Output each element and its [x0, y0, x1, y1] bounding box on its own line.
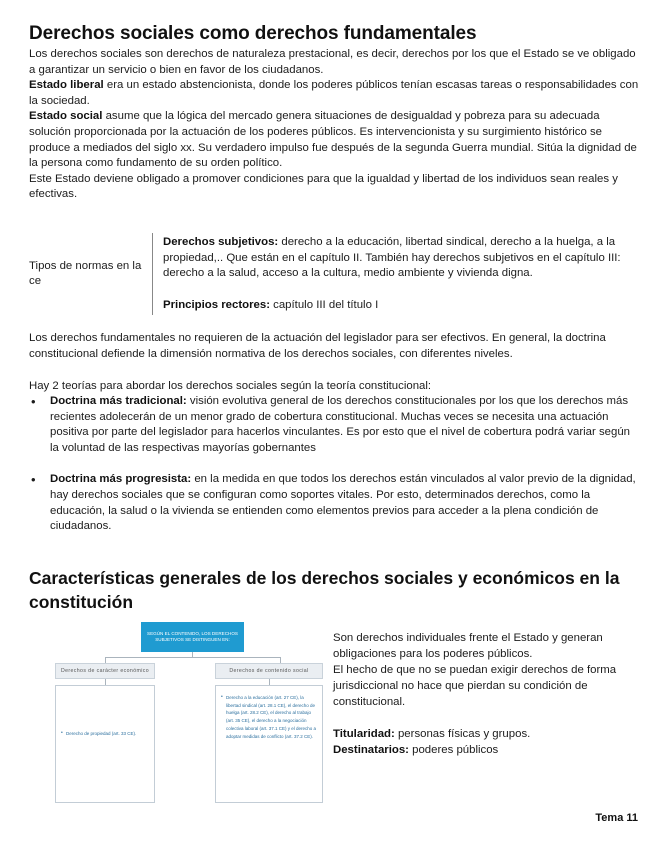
doctrina-text: en la medida en que todos los derechos están vinculados al valor previo de la dignidad, hay derechos sociales que se configuran como soportes vitales. Por esto, determinados derechos, como la educación, la salud o la vivienda se entienden como elementos previos para acceder a la plena condición de ciudadanos.: [50, 473, 636, 533]
section-title: Características generales de los derechos sociales y económicos en la constitución: [29, 567, 620, 612]
estado-social-label: Estado social: [29, 110, 103, 123]
doctrinas-list: [29, 394, 639, 535]
diagram-detail-item: • Derecho a la educación (art. 27 CE), la libertad sindical (art. 28.1 CE), el derecho de huelga (art. 28.2 CE), el derecho al trabajo (art. 35 CE), el derecho a la negociación colectiva laboral (art. 37.1 CE) y el derecho a adoptar medidas de conflicto (art. 37.2 CE).: [220, 694, 318, 741]
destinatarios-text: poderes públicos: [408, 743, 499, 756]
list-item: [29, 394, 639, 456]
principios-rectores-label: Principios rectores:: [163, 298, 270, 311]
titularidad-entry: [333, 726, 643, 742]
norms-table-content: [152, 233, 633, 315]
estado-liberal-text: era un estado abstencionista, donde los poderes públicos tenían escasas tareas o responsabilidades con la sociedad.: [29, 79, 639, 107]
characteristics-section: [29, 622, 639, 822]
derechos-subjetivos-label: Derechos subjetivos:: [163, 235, 279, 248]
norms-table: [29, 233, 639, 315]
list-item: [29, 472, 639, 534]
estado-social-text: asume que la lógica del mercado genera situaciones de desigualdad y pobreza para su adecuada solución proporcionada por la actuación de los poderes públicos. Es intervencionista y su surgimiento histórico se produce a mediados del siglo xx. Su verdadero impulso fue después de la segunda Guerra mundial. Sitúa la dignidad de la persona como fundamento de su orden político.: [29, 110, 637, 170]
destinatarios-entry: [333, 742, 643, 758]
destinatarios-label: Destinatarios:: [333, 743, 409, 756]
page-footer-topic: Tema 11: [595, 812, 638, 824]
diagram-connector: [105, 657, 280, 658]
principios-rectores-entry: [163, 298, 633, 314]
doctrina-text: visión evolutiva general de los derechos constitucionales por los que los derechos más recientes adolecerán de un menor grado de cobertura constitucional. Muchas veces se necesita una actuación positiva por parte del legislador para hacerlos vinculantes. Es por esto que el nivel de cobertura podrá variar según la voluntad de las respectivas mayorías gobernantes: [50, 395, 630, 454]
doctrina-label: Doctrina más progresista:: [50, 473, 192, 486]
diagram-detail-social: [215, 685, 323, 803]
diagram-category-economic: Derechos de carácter económico: [55, 663, 155, 679]
norms-table-label: Tipos de normas en la ce: [29, 259, 142, 288]
document-page: [29, 22, 639, 822]
titularidad-text: personas físicas y grupos.: [394, 727, 531, 740]
titularidad-label: Titularidad:: [333, 727, 395, 740]
intro-section: [29, 47, 639, 203]
page-title: Derechos sociales como derechos fundamentales: [29, 23, 477, 44]
derechos-subjetivos-entry: [163, 235, 633, 282]
estado-liberal-label: Estado liberal: [29, 79, 104, 92]
estado-social-paragraph: [29, 109, 639, 171]
rights-diagram: [53, 622, 327, 808]
fundamentales-paragraph: Los derechos fundamentales no requieren de la actuación del legislador para ser efectivos. En general, la doctrina constitucional defiende la dimensión normativa de los derechos sociales, con diferentes niveles.: [29, 332, 606, 360]
estado-liberal-paragraph: [29, 78, 639, 109]
estado-obligado-paragraph: Este Estado deviene obligado a promover condiciones para que la igualdad y libertad de los individuos sean reales y efectivas.: [29, 172, 618, 201]
characteristics-paragraph: El hecho de que no se puedan exigir derechos de forma jurisdiccional no hace que pierdan su condición de constitucional.: [333, 663, 617, 708]
diagram-detail-economic: [55, 685, 155, 803]
characteristics-text: [333, 630, 643, 758]
diagram-category-social: Derechos de contenido social: [215, 663, 323, 679]
teorias-intro: Hay 2 teorías para abordar los derechos sociales según la teoría constitucional:: [29, 379, 432, 392]
intro-paragraph: Los derechos sociales son derechos de naturaleza prestacional, es decir, derechos por los que el Estado se ve obligado a garantizar un servicio o bien en favor de los ciudadanos.: [29, 48, 636, 76]
principios-rectores-text: capítulo III del título I: [269, 298, 379, 311]
diagram-root-node: SEGÚN EL CONTENIDO, LOS DERECHOS SUBJETIVOS SE DISTINGUEN EN:: [141, 622, 244, 652]
characteristics-paragraph: Son derechos individuales frente el Estado y generan obligaciones para los poderes públicos.: [333, 631, 603, 660]
diagram-detail-item: • Derecho de propiedad (art. 33 CE).: [60, 730, 150, 738]
derechos-subjetivos-text: derecho a la educación, libertad sindical, derecho a la huelga, a la propiedad,.. Que están en el capítulo II. También hay derechos subjetivos en el capítulo III: derecho a la salud, acceso a la cultura, medio ambiente y vivienda digna.: [163, 235, 621, 280]
doctrina-label: Doctrina más tradicional:: [50, 395, 187, 408]
